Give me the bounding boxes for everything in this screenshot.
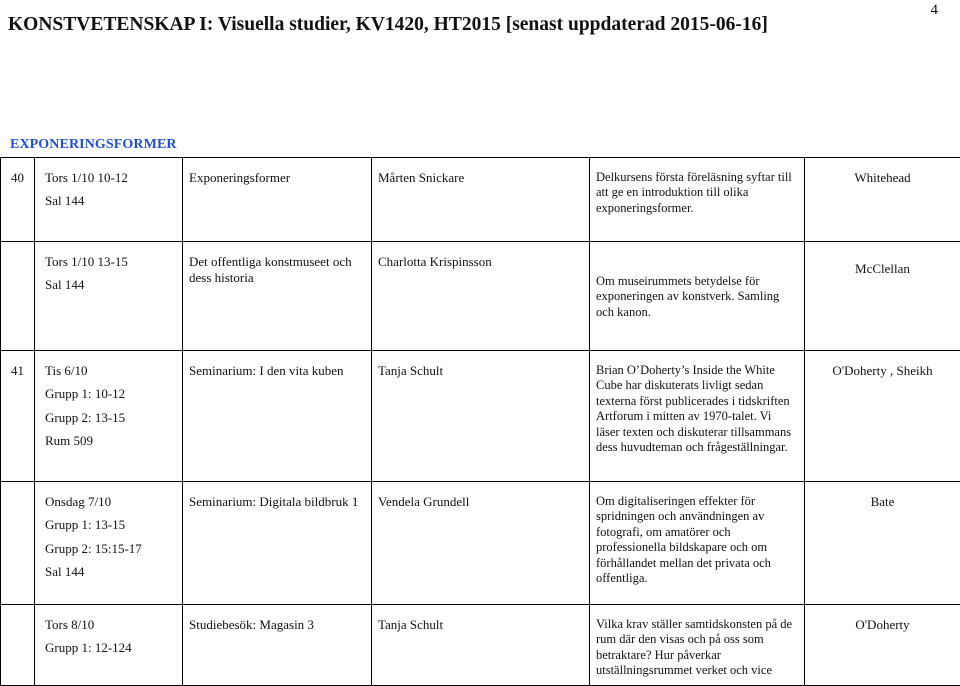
date-line: Rum 509 (45, 433, 176, 449)
topic-cell: Exponeringsformer (183, 158, 372, 242)
date-line: Grupp 2: 15:15-17 (45, 541, 176, 557)
literature-cell: McClellan (805, 242, 960, 351)
literature-cell: O'Doherty (805, 605, 960, 686)
week-cell: 40 (1, 158, 35, 242)
date-line: Sal 144 (45, 193, 176, 209)
week-cell (1, 482, 35, 605)
table-row (1, 605, 960, 686)
date-line: Grupp 1: 12-124 (45, 640, 176, 656)
date-cell (35, 158, 183, 242)
date-line: Sal 144 (45, 277, 176, 293)
literature-cell: Whitehead (805, 158, 960, 242)
schedule-table (0, 157, 960, 686)
date-line: Sal 144 (45, 564, 176, 580)
date-line: Grupp 1: 10-12 (45, 386, 176, 402)
description-text: Om museirummets betydelse för exponeringen av konstverk. Samling och kanon. (596, 274, 798, 320)
table-row (1, 242, 960, 351)
description-cell: Brian O’Doherty’s Inside the White Cube har diskuterats livligt sedan texterna först publicerades i tidskriften Artforum i mitten av 1970-talet. Vi läser texten och diskuterar tillsammans dess huvudteman och frågeställningar. (590, 351, 805, 482)
literature-cell: Bate (805, 482, 960, 605)
topic-cell: Det offentliga konstmuseet och dess historia (183, 242, 372, 351)
date-cell (35, 482, 183, 605)
date-line: Onsdag 7/10 (45, 494, 176, 510)
date-cell (35, 605, 183, 686)
topic-cell: Seminarium: I den vita kuben (183, 351, 372, 482)
week-cell (1, 242, 35, 351)
teacher-cell: Mårten Snickare (372, 158, 590, 242)
date-line: Tis 6/10 (45, 363, 176, 379)
table-row (1, 482, 960, 605)
week-cell: 41 (1, 351, 35, 482)
description-cell: Delkursens första föreläsning syftar till att ge en introduktion till olika exponeringsformer. (590, 158, 805, 242)
topic-cell: Seminarium: Digitala bildbruk 1 (183, 482, 372, 605)
document-title: KONSTVETENSKAP I: Visuella studier, KV1420, HT2015 [senast uppdaterad 2015-06-16] (8, 14, 768, 36)
description-cell: Vilka krav ställer samtidskonsten på de rum där den visas och på oss som betraktare? Hur påverkar utställningsrummet verket och vice (590, 605, 805, 686)
date-line: Tors 1/10 13-15 (45, 254, 176, 270)
date-line: Grupp 2: 13-15 (45, 410, 176, 426)
teacher-cell: Tanja Schult (372, 605, 590, 686)
table-row (1, 351, 960, 482)
date-cell (35, 351, 183, 482)
topic-cell: Studiebesök: Magasin 3 (183, 605, 372, 686)
description-cell (590, 242, 805, 351)
section-heading: EXPONERINGSFORMER (10, 137, 177, 153)
teacher-cell: Tanja Schult (372, 351, 590, 482)
teacher-cell: Vendela Grundell (372, 482, 590, 605)
teacher-cell: Charlotta Krispinsson (372, 242, 590, 351)
description-cell: Om digitaliseringen effekter för spridningen och användningen av fotografi, om amatörer och professionella bildskapare och om förhållandet mellan det privata och offentliga. (590, 482, 805, 605)
date-cell (35, 242, 183, 351)
literature-cell: O'Doherty , Sheikh (805, 351, 960, 482)
date-line: Tors 8/10 (45, 617, 176, 633)
date-line: Grupp 1: 13-15 (45, 517, 176, 533)
date-line: Tors 1/10 10-12 (45, 170, 176, 186)
page-number: 4 (931, 2, 939, 19)
week-cell (1, 605, 35, 686)
table-row (1, 158, 960, 242)
